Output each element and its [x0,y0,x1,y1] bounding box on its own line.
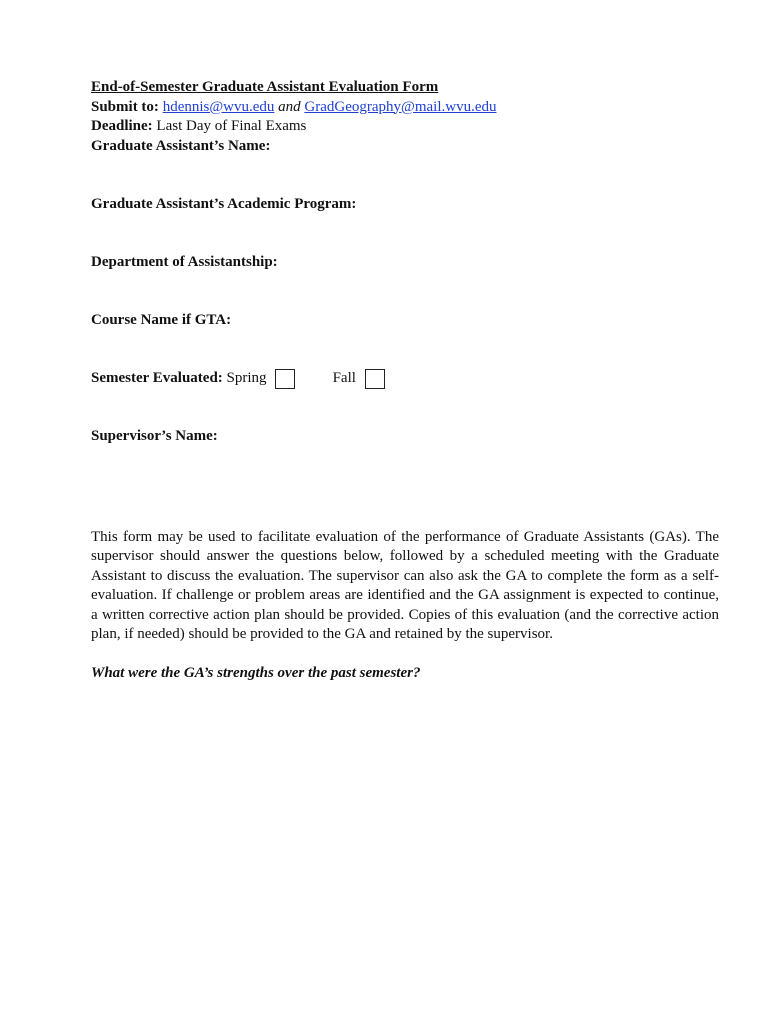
instructions-paragraph: This form may be used to facilitate evaluation of the performance of Graduate Assistants (GAs). The supervisor should answer the questions below, followed by a scheduled meeting with the Graduate Assistant to discuss the evaluation. The supervisor can also ask the GA to complete the form as a self-evaluation. If challenge or problem areas are identified and the GA assignment is expected to continue, a written corrective action plan should be provided. Copies of this evaluation (and the corrective action plan, if needed) should be provided to the GA and retained by the supervisor. [91,528,719,642]
academic-program-label: Graduate Assistant’s Academic Program: [91,195,357,212]
deadline-value: Last Day of Final Exams [156,118,307,134]
semester-label: Semester Evaluated: [91,369,223,386]
document-page [91,78,719,699]
supervisor-name-label: Supervisor’s Name: [91,428,218,444]
submit-to-line [91,98,716,118]
course-name-label: Course Name if GTA: [91,311,232,328]
submit-and-text: and [278,98,301,115]
ga-name-label: Graduate Assistant’s Name: [91,137,271,154]
department-label: Department of Assistantship: [91,253,278,270]
spring-label: Spring [226,369,267,386]
email-link-hdennis[interactable]: hdennis@wvu.edu [162,98,275,115]
form-title: End-of-Semester Graduate Assistant Evaluation Form [91,79,439,95]
fall-label: Fall [332,369,356,386]
deadline-line [91,117,716,137]
email-link-gradgeography[interactable]: GradGeography@mail.wvu.edu [304,98,497,115]
question-strengths: What were the GA’s strengths over the past semester? [91,665,421,681]
spring-checkbox[interactable] [275,369,295,389]
deadline-label: Deadline: [91,118,153,134]
semester-row [91,369,716,389]
fall-checkbox[interactable] [365,369,385,389]
submit-to-label: Submit to: [91,98,159,115]
